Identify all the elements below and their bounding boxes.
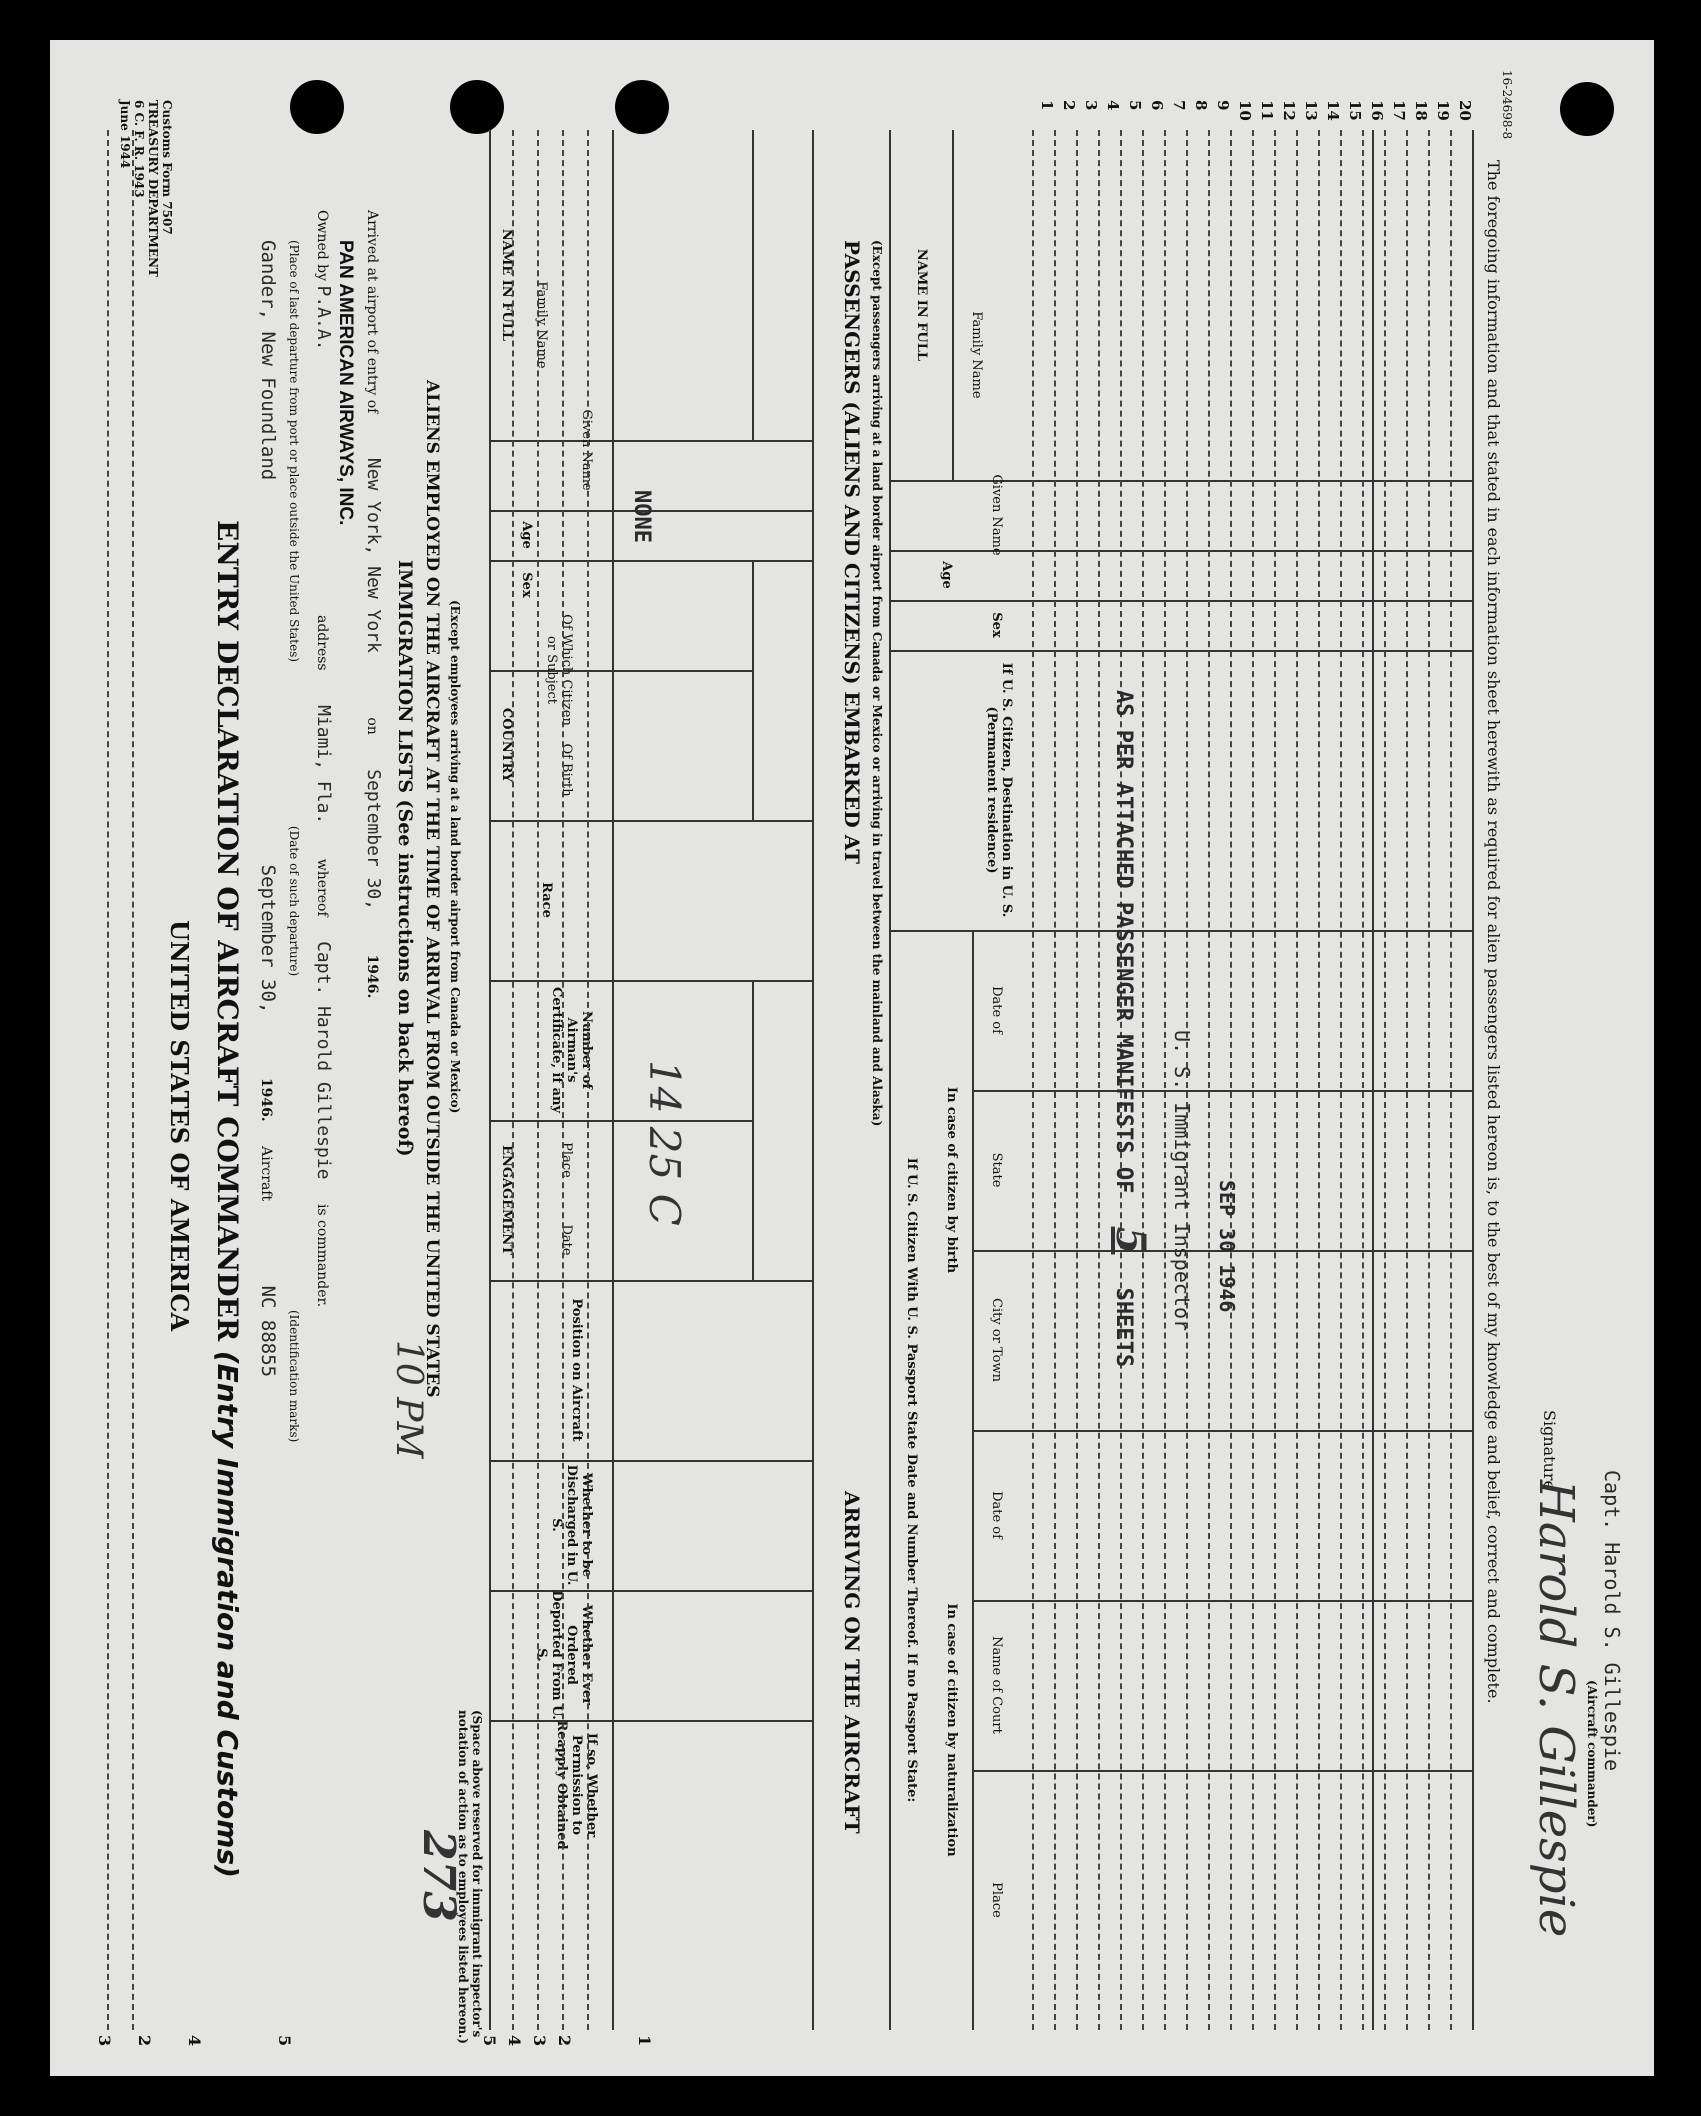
reserved-note: (Space above reserved for immigrant inspector's notation of action as to employees listed hereon.) [456, 1710, 484, 2044]
address: Miami, Fla. [313, 705, 334, 825]
arrival-line [363, 210, 384, 998]
col-divider [974, 1770, 1474, 1772]
section2-title-left: PASSENGERS (ALIENS AND CITIZENS) EMBARKED AT [840, 240, 864, 865]
page-title [211, 520, 244, 1878]
hdr-name-in-full: NAME IN FULL [499, 228, 514, 342]
arrival-date: September 30, [363, 769, 384, 911]
group-rule [752, 130, 754, 440]
passenger-row-number: 8 [1192, 100, 1210, 111]
passenger-row-rule [1230, 130, 1232, 2030]
form-code: 16-24698-8 [1500, 70, 1514, 140]
row-rule [562, 130, 564, 2030]
hdr-race: Race [539, 882, 554, 918]
table-border [1472, 130, 1474, 2030]
crew-row-number: 3 [530, 2035, 549, 2047]
col-divider [974, 1600, 1474, 1602]
sheets-label: SHEETS [1111, 1287, 1136, 1368]
group-rule [972, 930, 974, 2030]
hdr-deported: Whether Ever Ordered Deported From U. S. [534, 1590, 594, 1720]
passenger-row-number: 14 [1324, 100, 1342, 121]
hdr-birth: Of Birth [559, 743, 574, 797]
arrived-label: Arrived at airport of entry of [364, 210, 380, 414]
row-rule [512, 130, 514, 2030]
hdr-age: Age [519, 521, 534, 549]
departure-date-caption: (Date of such departure) [287, 825, 301, 977]
top-row-rule [107, 130, 109, 2030]
hdr-age: Age [939, 561, 954, 589]
hdr-date-of: Date of [989, 986, 1004, 1034]
signature-caption: (Aircraft commander) [1585, 1680, 1599, 1828]
manifest-text: AS PER ATTACHED PASSENGER MANIFESTS OF [1111, 690, 1136, 1194]
hdr-engagement: ENGAGEMENT [499, 1145, 514, 1255]
owned-by-label: Owned by [314, 210, 330, 282]
col-divider [974, 1090, 1474, 1092]
col-divider [489, 1120, 754, 1122]
departure-line [257, 240, 279, 1540]
document-page [50, 40, 1654, 2076]
passenger-row-rule [1450, 130, 1452, 2030]
passenger-row-number: 15 [1346, 100, 1364, 121]
hdr-city: City or Town [989, 1298, 1004, 1382]
passenger-row-number: 11 [1258, 100, 1276, 121]
passenger-row-rule [1362, 130, 1364, 2030]
signature-label: Signature [1540, 1410, 1559, 1491]
top-row-number: 5 [275, 2035, 294, 2047]
stamp-number: 273 [413, 1830, 464, 1922]
passenger-row-rule [1164, 130, 1166, 2030]
passenger-row-number: 9 [1214, 100, 1232, 111]
departure-date: September 30, [257, 864, 279, 1014]
aircraft-caption: (Identification marks) [287, 1310, 301, 1443]
passenger-row-rule [1340, 130, 1342, 2030]
time-note: 10 PM [388, 1340, 429, 1459]
table-border [889, 130, 891, 2030]
hdr-citizen-of: Of Which Citizen or Subject [544, 614, 574, 726]
is-commander: is commander. [314, 1203, 330, 1308]
hdr-sex: Sex [989, 612, 1004, 638]
hdr-discharged: Whether to be Discharged in U. S. [549, 1464, 594, 1586]
col-divider [489, 670, 754, 672]
top-row-rule [132, 130, 134, 2030]
department: TREASURY DEPARTMENT [146, 100, 160, 277]
departure-captions [287, 240, 301, 1540]
col-divider [889, 650, 1474, 652]
passenger-row-number: 20 [1456, 100, 1474, 121]
stamp-date: SEP 30 1946 [1215, 1180, 1239, 1313]
col-divider [889, 480, 1474, 482]
passenger-row-number: 16 [1368, 100, 1386, 121]
whereof-label: whereof [314, 858, 330, 917]
passenger-row-number: 12 [1280, 100, 1298, 121]
title-main: ENTRY DECLARATION OF AIRCRAFT COMMANDER [211, 520, 244, 1342]
passenger-table [889, 100, 1474, 2030]
departure-place: Gander, New Foundland [257, 240, 279, 481]
arrival-place: New York, New York [363, 457, 384, 653]
form-name: Customs Form 7507 [160, 100, 174, 235]
passenger-row-rule [1296, 130, 1298, 2030]
manifest-note [1107, 690, 1154, 1367]
hdr-sex: Sex [519, 572, 534, 598]
punch-hole [1560, 82, 1614, 136]
passenger-row-rule [1384, 130, 1386, 2030]
col-divider [889, 930, 1474, 932]
hdr-country: COUNTRY [499, 707, 514, 783]
crew-row-number: 5 [480, 2035, 499, 2047]
title-sub: (Entry Immigration and Customs) [211, 1350, 244, 1878]
table-border [812, 130, 814, 2030]
hdr-date: Date [559, 1224, 574, 1256]
top-row-number: 2 [135, 2035, 154, 2047]
on-label: on [364, 717, 380, 735]
inspector-note: 14 25 C [640, 1060, 689, 1226]
passenger-row-number: 1 [1038, 100, 1056, 111]
hdr-place: Place [989, 1882, 1004, 1918]
row-rule [587, 130, 589, 2030]
table-border [489, 130, 491, 2030]
passenger-row-rule [1318, 130, 1320, 2030]
header-rule [1372, 130, 1374, 2030]
passenger-row-rule [1054, 130, 1056, 2030]
hdr-position: Position on Aircraft [569, 1298, 584, 1442]
form-date: June 1944 [118, 100, 132, 169]
commander: Capt. Harold Gillespie [313, 941, 334, 1180]
certification-statement: The foregoing information and that stated in each information sheet herewith as required for alien passengers listed hereon is, to the best of my knowledge and belief, correct and complete. [1484, 160, 1503, 1704]
hdr-by-naturalization: In case of citizen by naturalization [944, 1603, 959, 1857]
crew-entry-none: NONE [629, 490, 654, 543]
hdr-date-of-2: Date of [989, 1491, 1004, 1539]
punch-hole [290, 80, 344, 134]
owner-line [313, 210, 334, 1307]
hdr-by-birth: In case of citizen by birth [944, 1086, 959, 1274]
passenger-row-rule [1098, 130, 1100, 2030]
passenger-row-number: 7 [1170, 100, 1188, 111]
hdr-family-name: Family Name [534, 281, 549, 369]
top-row-number: 4 [185, 2035, 204, 2047]
passenger-row-rule [1274, 130, 1276, 2030]
owner-stamp: PAN AMERICAN AIRWAYS, INC. [335, 240, 356, 526]
passenger-row-rule [1032, 130, 1034, 2030]
row-rule [537, 130, 539, 2030]
hdr-permission: If so, Whether Permission to Reapply Obtained [554, 1720, 599, 1850]
hdr-place: Place [559, 1142, 574, 1178]
passenger-row-number: 2 [1060, 100, 1078, 111]
col-divider [889, 550, 1474, 552]
section2-note: (Except passengers arriving at a land border airport from Canada or Mexico or arriving in travel between the mainland and Alaska) [870, 240, 884, 1127]
passenger-row-number: 17 [1390, 100, 1408, 121]
section2-title-right: ARRIVING ON THE AIRCRAFT [840, 1491, 864, 1834]
group-rule [952, 130, 954, 480]
crew-table [489, 130, 814, 2030]
passenger-row-number: 5 [1126, 100, 1144, 111]
sheet-count: 5 [1107, 1226, 1154, 1255]
cfr: 6 C. F. R. 1943 [132, 100, 146, 198]
hdr-given-name: Given Name [989, 474, 1004, 556]
passenger-row-number: 19 [1434, 100, 1452, 121]
owner-short: P.A.A. [313, 285, 334, 351]
hdr-given-name: Given Name [579, 409, 594, 491]
passenger-row-number: 13 [1302, 100, 1320, 121]
top-row-number: 3 [95, 2035, 114, 2047]
punch-hole [450, 80, 504, 134]
passenger-row-rule [1076, 130, 1078, 2030]
col-divider [974, 1430, 1474, 1432]
address-label: address [314, 614, 330, 671]
col-divider [889, 600, 1474, 602]
title-country: UNITED STATES OF AMERICA [165, 920, 194, 1332]
passenger-row-number: 10 [1236, 100, 1254, 121]
passenger-row-number: 6 [1148, 100, 1166, 111]
passenger-row-number: 4 [1104, 100, 1122, 111]
group-rule [752, 560, 754, 820]
hdr-court: Name of Court [989, 1636, 1004, 1734]
passenger-row-rule [1428, 130, 1430, 2030]
section2-title [840, 240, 864, 2040]
year-1: 1946. [258, 1077, 274, 1122]
passenger-row-number: 18 [1412, 100, 1430, 121]
crew-row-number: 4 [505, 2035, 524, 2047]
passenger-row-number: 3 [1082, 100, 1100, 111]
section1-subtitle: ALIENS EMPLOYED ON THE AIRCRAFT AT THE TIME OF ARRIVAL FROM OUTSIDE THE UNITED STATES [422, 380, 442, 1398]
hdr-passport: If U. S. Citizen With U. S. Passport State Date and Number Thereof. If no Passport State: [904, 1157, 919, 1803]
passenger-row-rule [1208, 130, 1210, 2030]
aircraft-label: Aircraft [258, 1146, 274, 1202]
stamp-line1: U. S. Immigrant Inspector [1170, 1030, 1194, 1332]
section1-title: IMMIGRATION LISTS (See instructions on back hereof) [394, 560, 416, 1157]
signature: Harold S. Gillespie [1528, 1480, 1584, 1938]
hdr-state: State [989, 1152, 1004, 1188]
signer-name: Capt. Harold S. Gillespie [1600, 1470, 1624, 1772]
form-info [118, 100, 174, 277]
hdr-airman-cert: Number of Airman's Certificate, if any [549, 986, 594, 1113]
section1-note: (Except employees arriving at a land border airport from Canada or Mexico) [448, 600, 462, 1114]
passenger-row-rule [1252, 130, 1254, 2030]
departure-caption: (Place of last departure from port or place outside the United States) [287, 240, 301, 663]
aircraft-id: NC 88855 [257, 1285, 279, 1378]
punch-hole [615, 80, 669, 134]
passenger-row-rule [1406, 130, 1408, 2030]
group-rule [752, 980, 754, 1280]
inspector-stamp [1170, 1030, 1194, 1331]
crew-row-number: 2 [555, 2035, 574, 2047]
year-2: 1946. [364, 954, 380, 999]
hdr-name-in-full: NAME IN FULL [914, 248, 929, 362]
hdr-destination: If U. S. Citizen, Destination in U. S. (Permanent residence) [984, 662, 1014, 918]
header-rule [612, 130, 614, 2030]
rotated-form [50, 40, 1654, 2076]
hdr-family-name: Family Name [969, 311, 984, 399]
crew-row-number: 1 [635, 2035, 654, 2047]
